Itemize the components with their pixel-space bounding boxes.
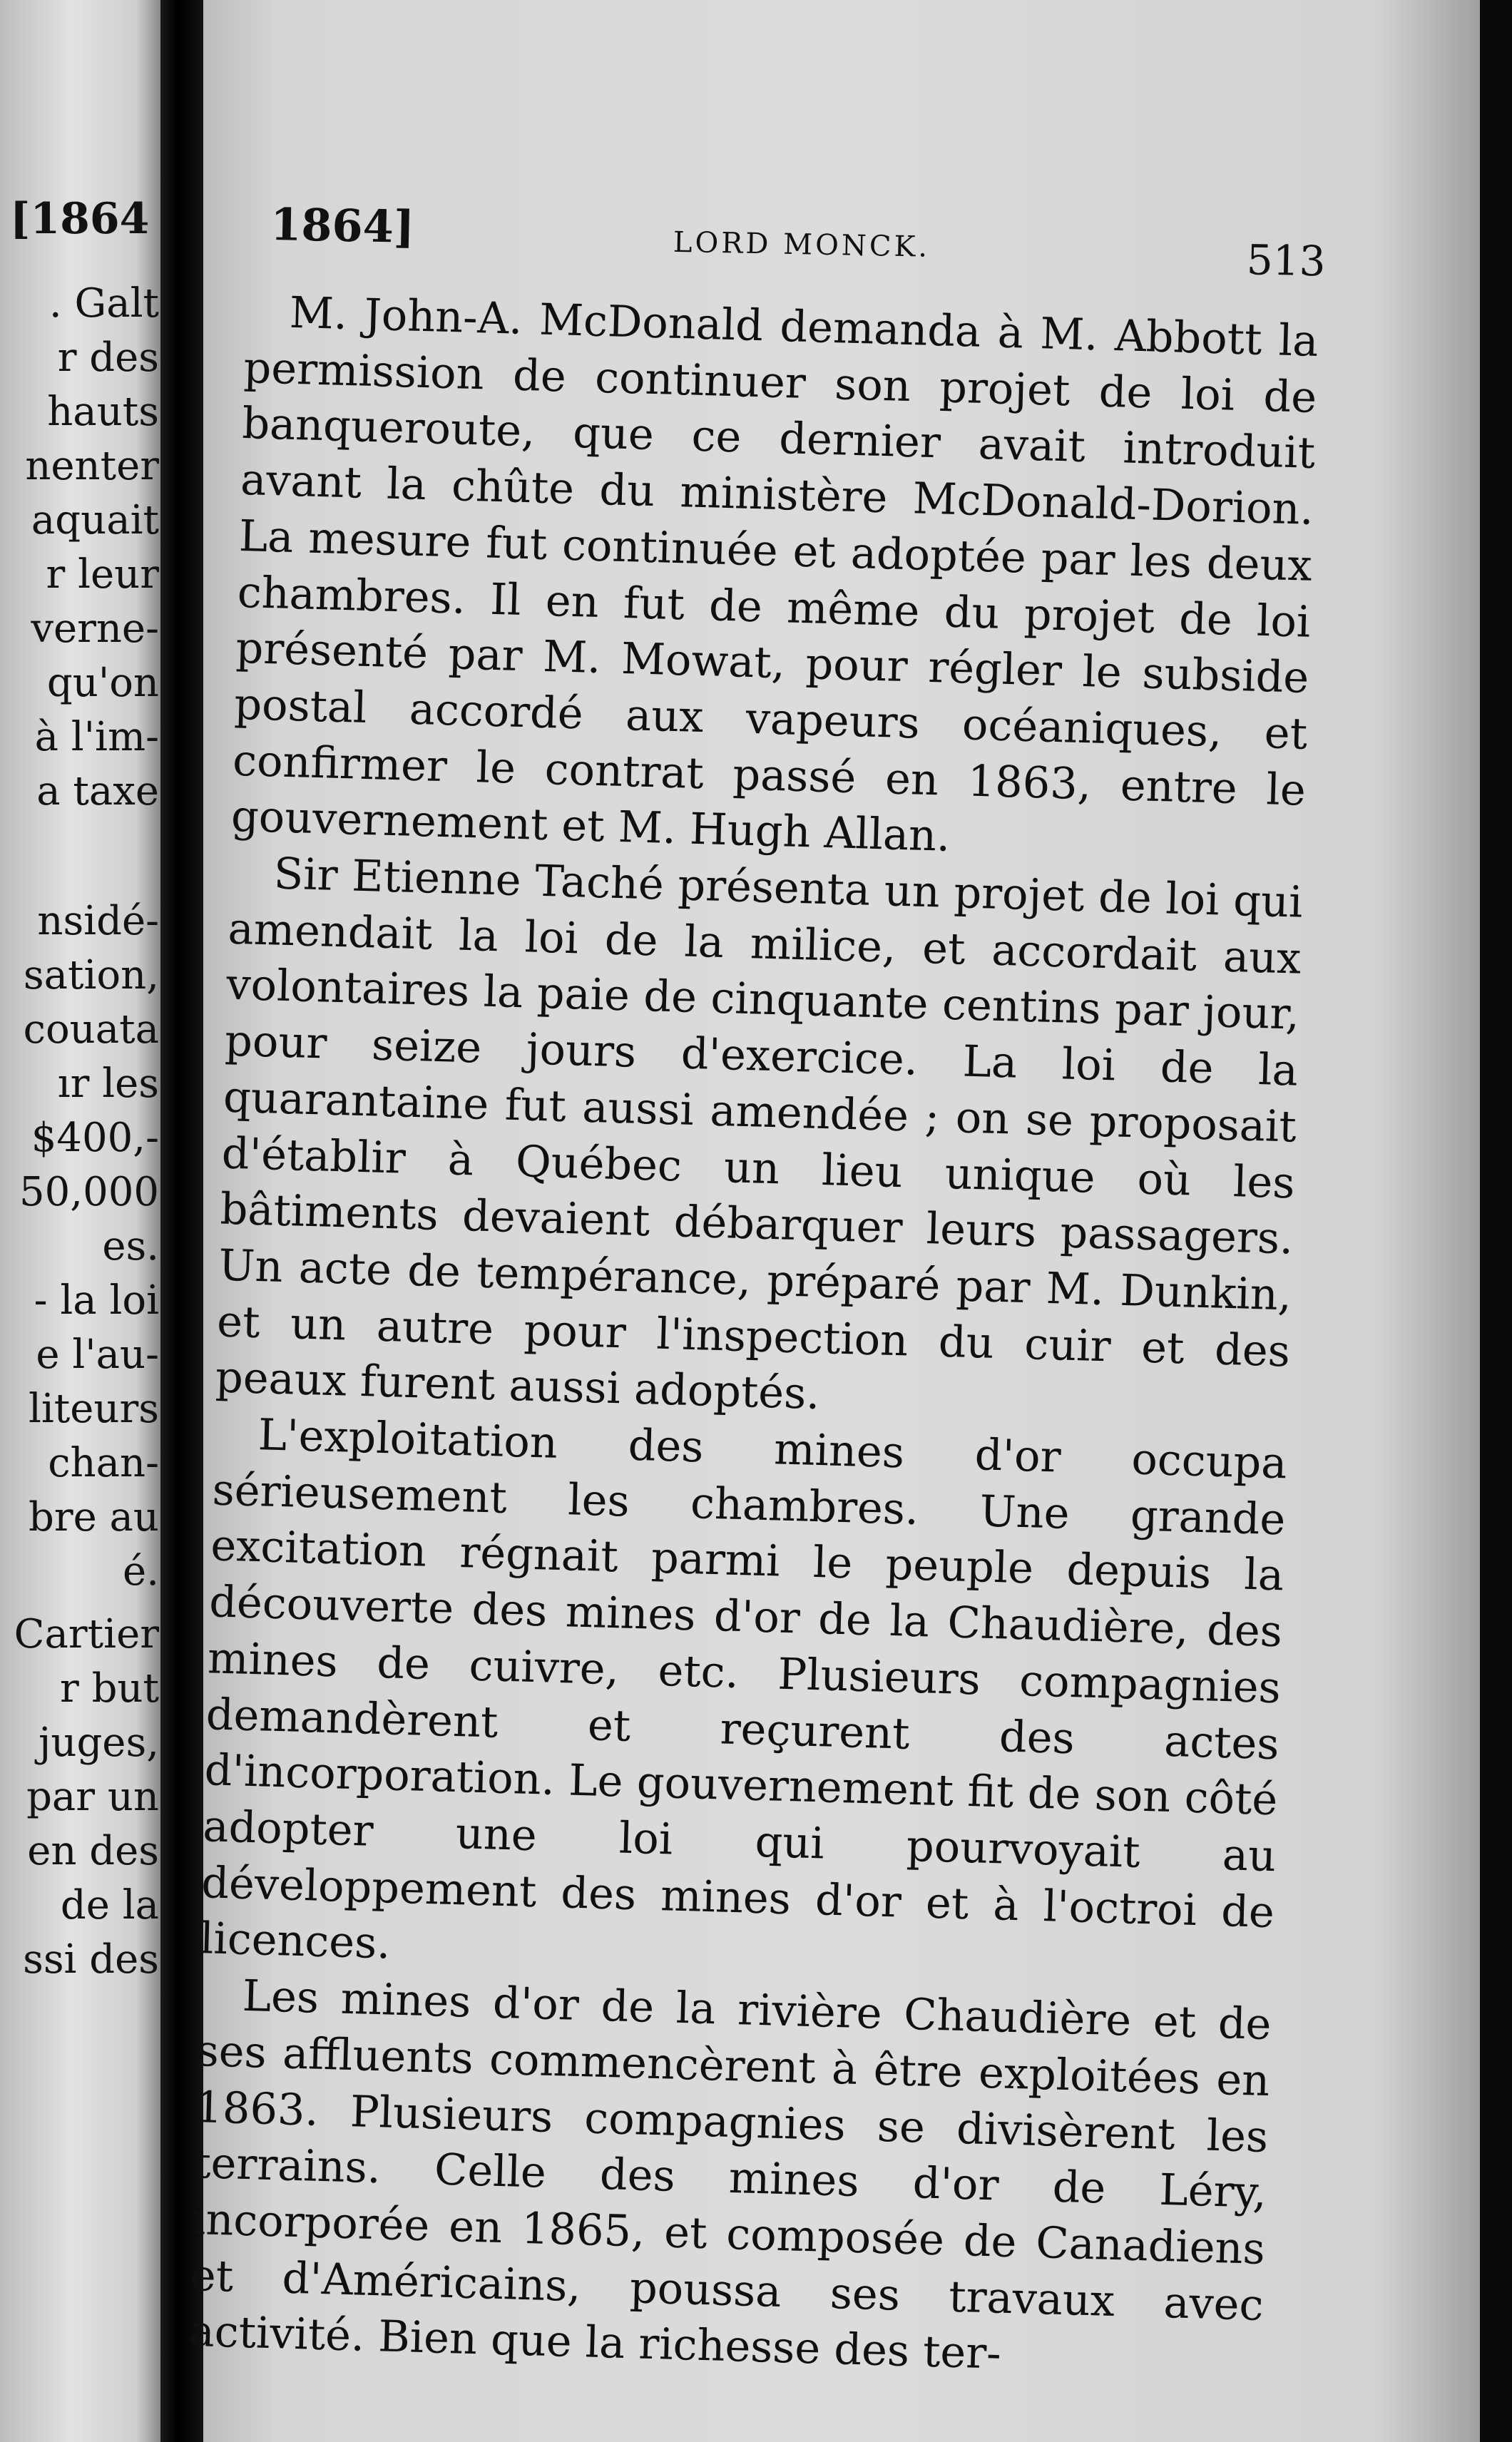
facing-page-line: couata bbox=[23, 1006, 159, 1053]
body-text bbox=[188, 284, 1319, 2390]
paragraph: Les mines d'or de la rivière Chaudière et de ses affluents commencèrent à être exploitées en 1863. Plusieurs compagnies se divisèrent les terrains. Celle des mines d'or de Léry, incorporée en 1865, et composée de Canadiens et d'Américains, poussa ses travaux avec activité. Bien que la richesse des ter- bbox=[188, 1971, 1272, 2379]
facing-page-line: $400,- bbox=[31, 1115, 159, 1161]
page-year: 1864] bbox=[270, 198, 415, 253]
facing-page-line: bre au bbox=[28, 1494, 159, 1541]
page-title: LORD MONCK. bbox=[673, 225, 931, 264]
facing-page-line: verne- bbox=[31, 606, 159, 652]
page-number: 513 bbox=[1246, 235, 1327, 286]
facing-page-line: hauts bbox=[47, 389, 159, 435]
facing-page-line: 50,000 bbox=[19, 1169, 159, 1215]
paragraph: L'exploitation des mines d'or occupa sérieusement les chambres. Une grande excitation régnait parmi le peuple depuis la découverte des mines d'or de la Chaudière, des mines de cuivre, etc. Plusieurs compagnies demandèrent et reçurent des actes d'incorporation. Le gouvernement fit de son côté adopter une loi qui pourvoyait au développement des mines d'or et à l'octroi de licences. bbox=[199, 1410, 1288, 1969]
facing-page-line: nenter bbox=[25, 443, 159, 489]
paragraph: M. John-A. McDonald demanda à M. Abbott la permission de continuer son projet de loi de banqueroute, que ce dernier avait introduit avant la chûte du ministère McDonald-Dorion. La mesure fut continuée et adoptée par les deux chambres. Il en fut de même du projet de loi présenté par M. Mowat, pour régler le subside postal accordé aux vapeurs océaniques, et confirmer le contrat passé en 1863, entre le gouvernement et M. Hugh Allan. bbox=[230, 287, 1319, 862]
facing-page-line: nsidé- bbox=[37, 898, 159, 944]
facing-page bbox=[0, 0, 160, 2442]
paragraph: Sir Etienne Taché présenta un projet de loi qui amendait la loi de la milice, et accordait aux volontaires la paie de cinquante centins par jour, pour seize jours d'exercice. La loi de la quarantaine fut aussi amendée ; on se proposait d'établir à Québec un lieu unique où les bâtiments devaient débarquer leurs passagers. Un acte de tempérance, préparé par M. Dunkin, et un autre pour l'inspection du cuir et des peaux furent aussi adoptés. bbox=[215, 849, 1304, 1420]
facing-page-line: en des bbox=[27, 1828, 159, 1874]
facing-page-line: r but bbox=[60, 1665, 159, 1712]
facing-page-line: ssi des bbox=[23, 1936, 159, 1983]
facing-page-line: a taxe bbox=[36, 768, 159, 814]
facing-page-line: - la loi bbox=[34, 1277, 159, 1324]
facing-page-line: à l'im- bbox=[34, 714, 159, 760]
facing-page-line: Cartier bbox=[14, 1611, 159, 1657]
facing-page-line: e l'au- bbox=[36, 1332, 159, 1378]
facing-page-line: é. bbox=[123, 1548, 159, 1595]
facing-page-line: chan- bbox=[48, 1440, 159, 1486]
facing-page-line: par un bbox=[26, 1774, 159, 1820]
facing-page-line: es. bbox=[102, 1223, 159, 1269]
facing-page-line: r des bbox=[57, 334, 159, 381]
facing-page-line: liteurs bbox=[28, 1386, 159, 1432]
scan-border bbox=[1480, 0, 1512, 2442]
facing-page-line: ır les bbox=[57, 1061, 159, 1107]
facing-page-line: . Galt bbox=[48, 280, 159, 327]
facing-page-line: r leur bbox=[46, 551, 159, 598]
facing-page-line: juges, bbox=[39, 1720, 159, 1766]
facing-page-header: [1864 bbox=[10, 194, 150, 244]
facing-page-line: de la bbox=[60, 1882, 159, 1928]
facing-page-line: qu'on bbox=[46, 660, 159, 706]
facing-page-line: sation, bbox=[23, 952, 159, 998]
facing-page-line: aquait bbox=[31, 497, 159, 543]
